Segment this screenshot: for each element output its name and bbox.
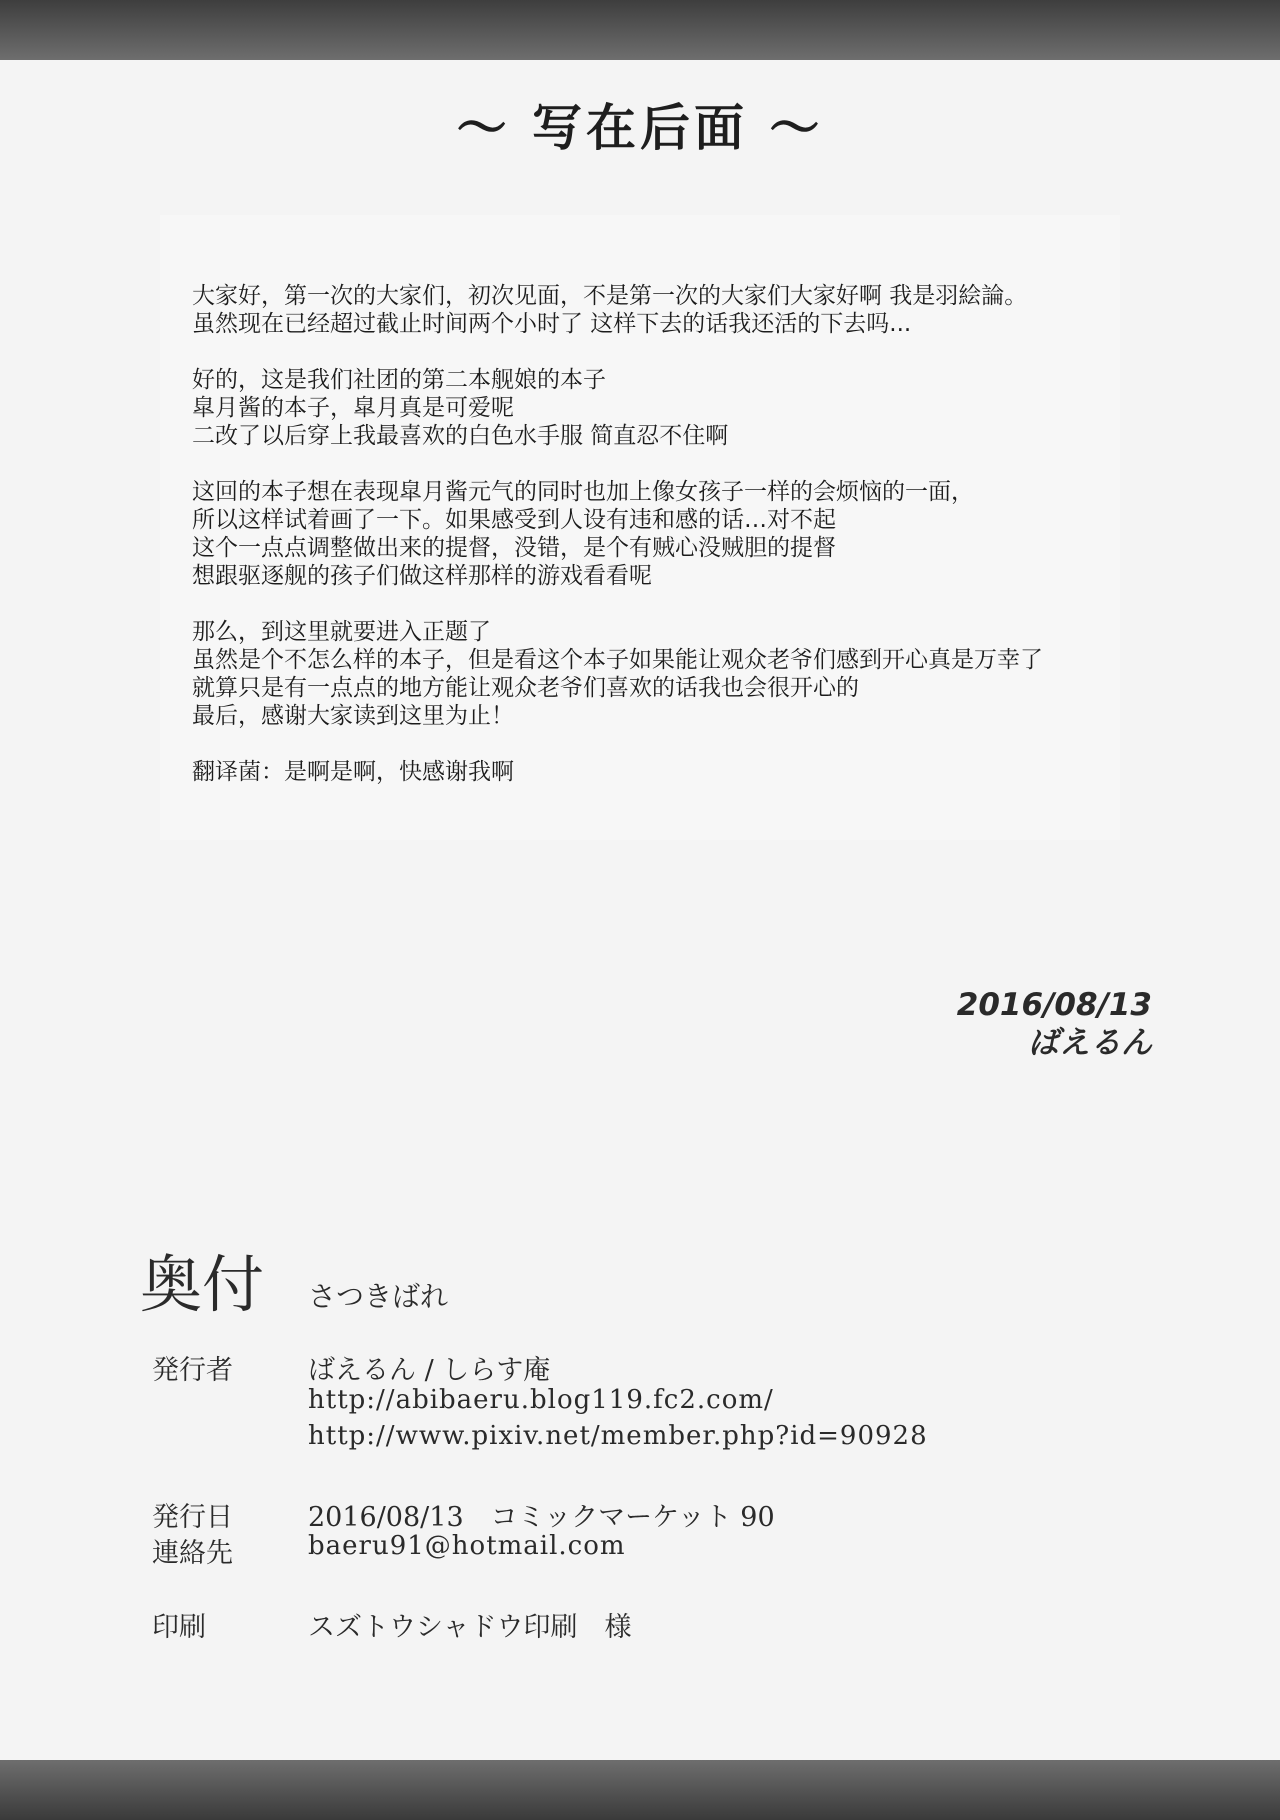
issue-date-label: 発行日 [152,1502,233,1533]
afterword-line: 最后，感谢大家读到这里为止！ [192,703,514,729]
afterword-line: 想跟驱逐舰的孩子们做这样那样的游戏看看呢 [192,563,652,589]
afterword-line: 二改了以后穿上我最喜欢的白色水手服 简直忍不住啊 [192,423,729,449]
contact-label: 連絡先 [152,1538,233,1569]
contact-email: baeru91@hotmail.com [308,1531,626,1561]
afterword-line: 这个一点点调整做出来的提督，没错，是个有贼心没贼胆的提督 [192,535,836,561]
afterword-body [192,282,1152,814]
book-title: さつきばれ [308,1280,449,1313]
afterword-signature [880,986,1152,1062]
publisher-value: ばえるん / しらす庵 [308,1355,551,1386]
printer-value: スズトウシャドウ印刷 様 [308,1612,632,1643]
printer-label: 印刷 [152,1612,206,1643]
afterword-paragraph [192,282,1152,338]
pixiv-url: http://www.pixiv.net/member.php?id=90928 [308,1421,928,1451]
afterword-paragraph [192,366,1152,450]
blog-url: http://abibaeru.blog119.fc2.com/ [308,1385,774,1415]
publisher-label: 発行者 [152,1355,233,1386]
afterword-line: 虽然是个不怎么样的本子，但是看这个本子如果能让观众老爷们感到开心真是万幸了 [192,647,1043,673]
afterword-heading: ～ 写在后面 ～ [456,99,824,157]
afterword-paragraph [192,618,1152,730]
afterword-line: 好的，这是我们社团的第二本舰娘的本子 [192,367,606,393]
signature-date: 2016/08/13 [956,987,1152,1023]
colophon-title: 奥付 [140,1248,265,1321]
afterword-line: 所以这样试着画了一下。如果感受到人设有违和感的话…对不起 [192,507,836,533]
afterword-line: 大家好，第一次的大家们，初次见面，不是第一次的大家们大家好啊 我是羽絵論。 [192,283,1028,309]
afterword-line: 虽然现在已经超过截止时间两个小时了 这样下去的话我还活的下去吗... [192,311,912,337]
signature-author: ばえるん [1028,1025,1152,1061]
afterword-line: 皐月酱的本子，皐月真是可爱呢 [192,395,514,421]
afterword-line: 翻译菌：是啊是啊，快感谢我啊 [192,759,514,785]
afterword-line: 这回的本子想在表现皐月酱元气的同时也加上像女孩子一样的会烦恼的一面， [192,479,974,505]
scan-bottom-edge [0,1760,1280,1820]
afterword-line: 那么，到这里就要进入正题了 [192,619,491,645]
scan-top-edge [0,0,1280,60]
afterword-paragraph [192,758,1152,786]
issue-date-value: 2016/08/13 コミックマーケット 90 [308,1502,775,1533]
afterword-paragraph [192,478,1152,590]
afterword-line: 就算只是有一点点的地方能让观众老爷们喜欢的话我也会很开心的 [192,675,859,701]
